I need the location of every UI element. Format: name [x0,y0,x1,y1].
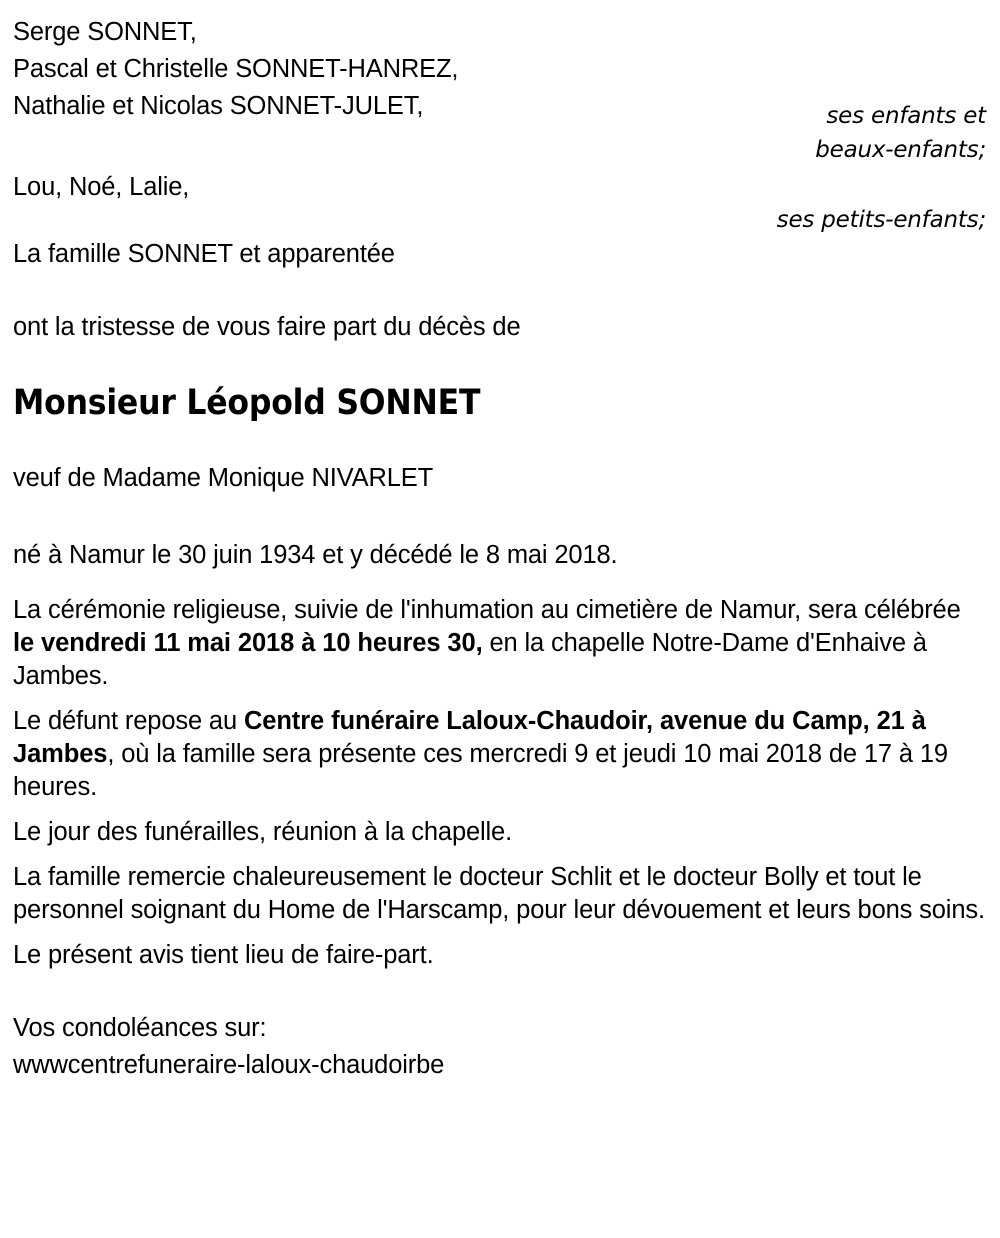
ceremony-datetime: le vendredi 11 mai 2018 à 10 heures 30, [13,629,483,657]
spouse-status: veuf de Madame Monique NIVARLET [13,464,434,492]
ceremony-paragraph [13,594,985,693]
grandchildren-names: Lou, Noé, Lalie, [13,173,190,201]
spacer-before-name [13,344,986,382]
visitation-hours-text: , où la famille sera présente ces mercredi 9 et jeudi 10 mai 2018 de 17 à 19 heures. [13,740,948,801]
child-name-2: Pascal et Christelle SONNET-HANREZ, [13,55,459,83]
extended-family: La famille SONNET et apparentée [13,240,395,268]
visitation-venue: Centre funéraire Laloux-Chaudoir, avenue du Camp, 21 à Jambes [13,707,926,768]
spacer-before-spouse [13,424,986,462]
deceased-name: Monsieur Léopold SONNET [13,383,481,423]
spacer-before-footer [13,972,986,1010]
birth-death-dates: né à Namur le 30 juin 1934 et y décédé le 8 mai 2018. [13,541,618,569]
child-name-3: Nathalie et Nicolas SONNET-JULET, [13,92,424,120]
ceremony-intro-text: La cérémonie religieuse, suivie de l'inhumation au cimetière de Namur, sera célébrée [13,596,961,624]
relation-children-line-1: ses enfants et [826,103,986,129]
condolences-label: Vos condoléances sur: [13,1014,267,1042]
spacer-before-dates [13,495,986,539]
relation-label-children [815,99,986,167]
relation-children-line-2: beaux-enfants; [815,137,986,163]
visitation-paragraph [13,705,985,804]
spacer-before-ceremony [13,572,986,594]
gathering-paragraph: Le jour des funérailles, réunion à la chapelle. [13,818,513,846]
survivors-section [13,0,986,273]
funeral-home-website[interactable]: wwwcentrefuneraire-laloux-chaudoirbe [13,1051,445,1079]
thanks-paragraph: La famille remercie chaleureusement le docteur Schlit et le docteur Bolly et tout le personnel soignant du Home de l'Harscamp, pour leur dévouement et leurs bons soins. [13,863,985,924]
announcement-lead: ont la tristesse de vous faire part du décès de [13,313,521,341]
visitation-intro-text: Le défunt repose au [13,707,244,735]
ceremony-location-text: en la chapelle Notre-Dame d'Enhaive à Jambes. [13,629,927,690]
spacer-before-lead [13,273,986,311]
legal-notice-paragraph: Le présent avis tient lieu de faire-part. [13,941,434,969]
child-name-1: Serge SONNET, [13,18,197,46]
relation-label-grandchildren: ses petits-enfants; [776,207,986,233]
